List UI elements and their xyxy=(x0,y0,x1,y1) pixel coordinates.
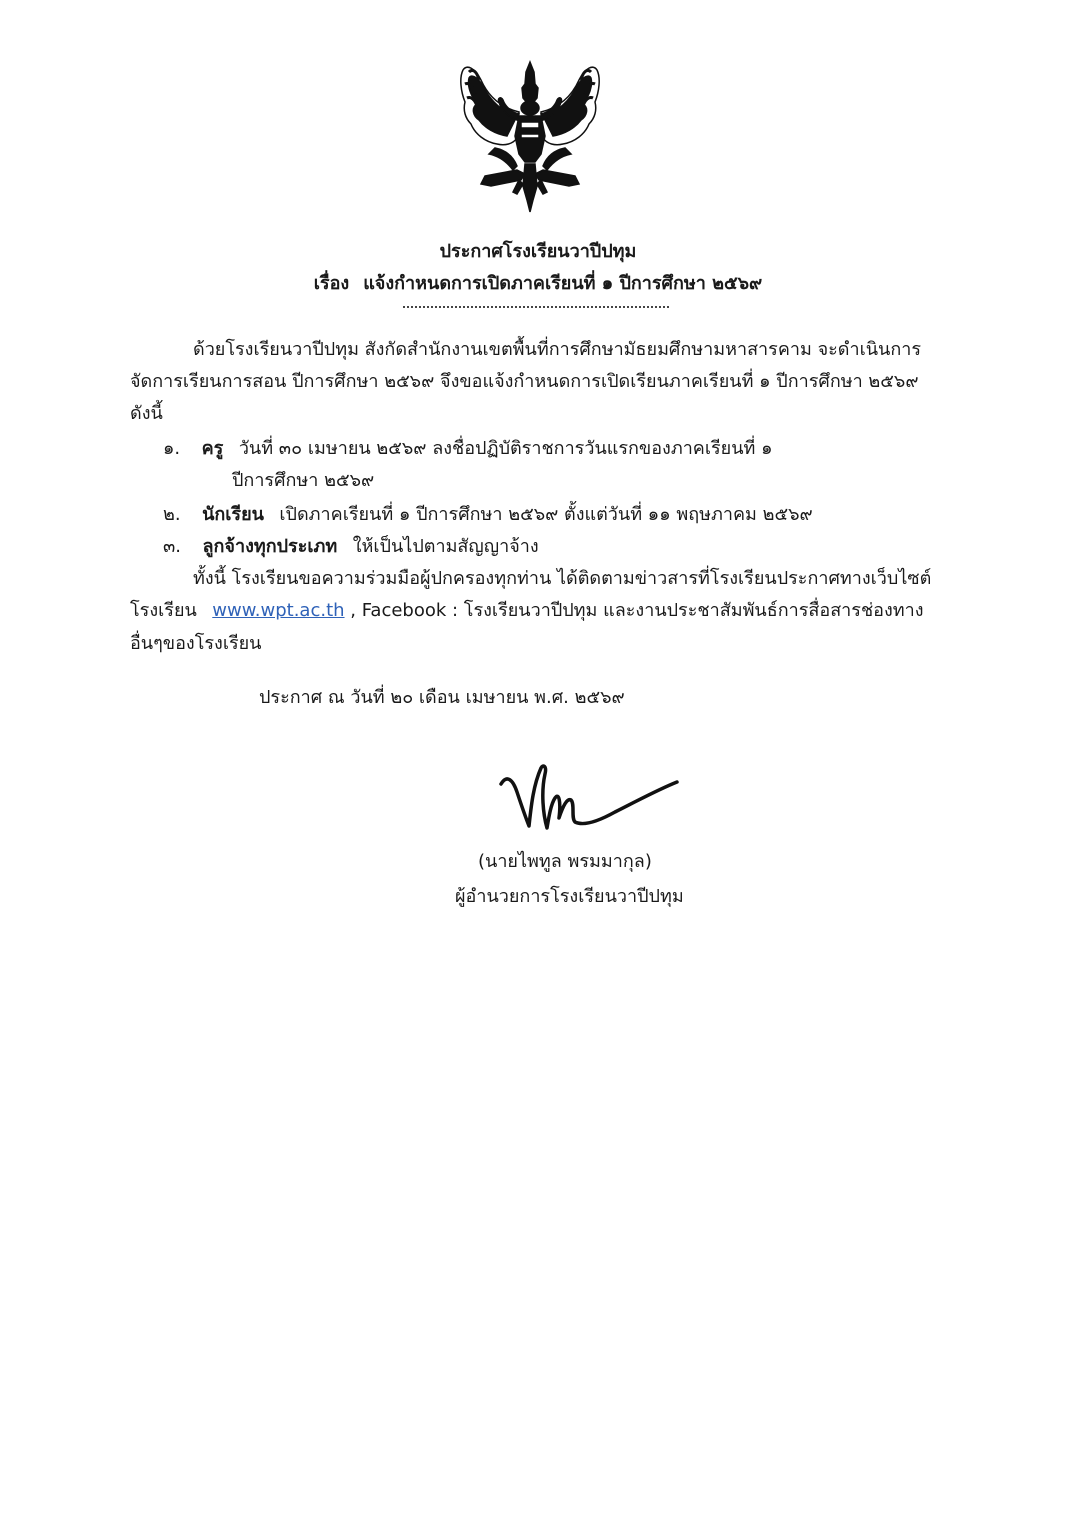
closing-line-1: ทั้งนี้ โรงเรียนขอความร่วมมือผู้ปกครองทุกท่าน ได้ติดตามข่าวสารที่โรงเรียนประกาศทางเว็บไซต์ xyxy=(193,568,932,589)
list-item-students xyxy=(163,503,813,527)
item-text: เปิดภาคเรียนที่ ๑ ปีการศึกษา ๒๕๖๙ ตั้งแต่วันที่ ๑๑ พฤษภาคม ๒๕๖๙ xyxy=(279,504,813,525)
document-subject xyxy=(0,271,1076,297)
list-item-employees xyxy=(163,535,539,559)
subject-label: เรื่อง xyxy=(313,273,350,294)
item-label: นักเรียน xyxy=(202,504,264,525)
closing-suffix: , Facebook : โรงเรียนวาปีปทุม และงานประชาสัมพันธ์การสื่อสารช่องทาง xyxy=(350,600,924,621)
item-label: ครู xyxy=(201,438,224,459)
item-label: ลูกจ้างทุกประเภท xyxy=(202,536,338,557)
signatory-position: ผู้อำนวยการโรงเรียนวาปีปทุม xyxy=(455,886,684,907)
handwritten-signature-icon xyxy=(497,762,682,840)
closing-line-3: อื่นๆของโรงเรียน xyxy=(130,633,262,654)
list-item-teachers xyxy=(163,437,773,461)
closing-line-2 xyxy=(130,599,924,623)
item-number: ๒. xyxy=(163,504,181,525)
intro-line-3: ดังนี้ xyxy=(130,403,163,424)
list-item-teachers-cont: ปีการศึกษา ๒๕๖๙ xyxy=(232,470,375,491)
item-number: ๓. xyxy=(163,536,182,557)
closing-prefix: โรงเรียน xyxy=(130,600,197,621)
item-text: ให้เป็นไปตามสัญญาจ้าง xyxy=(352,536,539,557)
item-number: ๑. xyxy=(163,438,181,459)
subject-text: แจ้งกำหนดการเปิดภาคเรียนที่ ๑ ปีการศึกษา ๒๕๖๙ xyxy=(363,273,763,294)
item-text: วันที่ ๓๐ เมษายน ๒๕๖๙ ลงชื่อปฏิบัติราชการวันแรกของภาคเรียนที่ ๑ xyxy=(238,438,773,459)
intro-line-1: ด้วยโรงเรียนวาปีปทุม สังกัดสำนักงานเขตพื้นที่การศึกษามัธยมศึกษามหาสารคาม จะดำเนินการ xyxy=(193,339,922,360)
signatory-name: (นายไพทูล พรมมากุล) xyxy=(478,851,652,872)
website-link[interactable]: www.wpt.ac.th xyxy=(212,600,345,621)
document-title: ประกาศโรงเรียนวาปีปทุม xyxy=(439,241,637,262)
garuda-emblem-icon xyxy=(455,58,605,218)
intro-line-2: จัดการเรียนการสอน ปีการศึกษา ๒๕๖๙ จึงขอแจ้งกำหนดการเปิดเรียนภาคเรียนที่ ๑ ปีการศึกษา ๒๕๖๙ xyxy=(130,371,919,392)
title-divider xyxy=(403,306,669,308)
announce-date: ประกาศ ณ วันที่ ๒๐ เดือน เมษายน พ.ศ. ๒๕๖๙ xyxy=(259,687,625,708)
